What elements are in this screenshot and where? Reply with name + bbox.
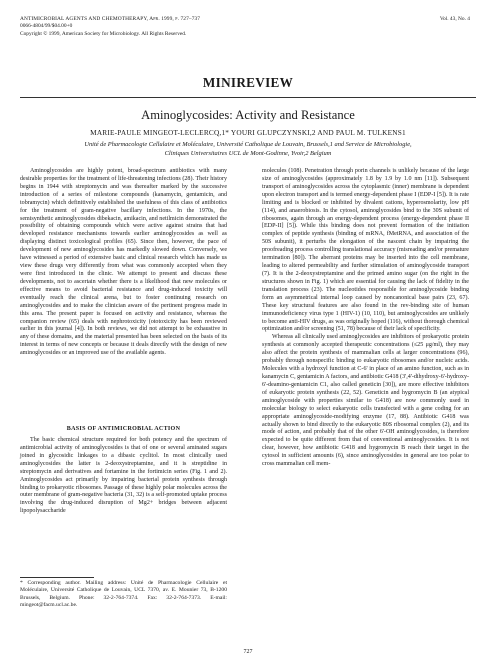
footnote-divider [20, 577, 94, 578]
left-column-section [20, 437, 227, 516]
volume-info: Vol. 43, No. 4 [439, 16, 470, 22]
journal-citation: ANTIMICROBIAL AGENTS AND CHEMOTHERAPY, Apr. 1999, p. 727–737 [20, 16, 201, 22]
left-column-intro [20, 168, 227, 358]
article-title: Aminoglycosides: Activity and Resistance [141, 108, 355, 122]
author-list: MARIE-PAULE MINGEOT-LECLERCQ,1* YOURI GLUPCZYNSKI,2 AND PAUL M. TULKENS1 [90, 128, 406, 137]
issn-line: 0066-4804/99/$04.00+0 [20, 23, 73, 30]
right-paragraph-2: Whereas all clinically used aminoglycosides are inhibitors of prokaryotic protein synthesis at commonly accepted therapeutic concentrations (≤25 μg/ml), they may also affect the protein synthesis of mammalian cells at larger concentrations (96), probably through nonspecific binding to eukaryotic ribosomes and/or nucleic acids. Molecules with a hydroxyl function at C-6' in place of an amino function, such as in kanamycin C, gentamicin A factors, and antibiotic G418 (3',4'-dihydroxy-6'-hydroxy-6'-deamino-gentamicin C1, also called geneticin [30]), are more effective inhibitors of eukaryotic protein synthesis (22, 52). Geneticin and hygromycin B (an atypical aminoglycoside with properties similar to G418) are now commonly used in molecular biology to select eukaryotic cells transfected with a gene coding for an appropriate aminoglycoside-modifying enzyme (17, 88). Antibiotic G418 was actually shown to bind directly to the eukaryotic 80S ribosomal complex (2), and its mode of action, and probably that of the other 6'-OH aminoglycosides, is therefore expected to be quite different from that of conventional aminoglycosides. It is not clear, however, how antibiotic G418 and hygromycin B reach their target in the cytosol in sufficient amounts (6), since aminoglycosides in general are too polar to cross mammalian cell mem- [262, 334, 469, 468]
intro-paragraph: Aminoglycosides are highly potent, broad-spectrum antibiotics with many desirable properties for the treatment of life-threatening infections (28). Their history begins in 1944 with streptomycin and was thereafter marked by the successive introduction of a series of milestone compounds (kanamycin, gentamicin, and tobramycin) which definitively established the usefulness of this class of antibiotics for the treatment of gram-negative bacillary infections. In the 1970s, the semisynthetic aminoglycosides dibekacin, amikacin, and netilmicin demonstrated the possibility of obtaining compounds which were active against strains that had developed resistance mechanisms towards earlier aminoglycosides as well as displaying distinct toxicological profiles (65). Since then, however, the pace of development of new aminoglycosides has markedly slowed down. Conversely, we have witnessed a period of extensive basic and clinical research which has made us view these drugs very differently from what was commonly accepted when they were first introduced in the clinic. We attempt to present and discuss these developments, not to ascertain whether there is a likelihood that new molecules or effective means to avoid bacterial resistance and drug-induced toxicity will eventually reach the clinical arena, but to foster continuing research on aminoglycosides and to make the clinician aware of the pertinent progress made in this area. The present paper is focused on activity and resistance, whereas the companion review (65) deals with nephrotoxicity (ototoxicity has been reviewed earlier in this journal [4]). In both reviews, we did not attempt to be exhaustive in any of these domains, and the material presented has been selected on the basis of its interest in terms of new concepts or because it deals directly with the design of new aminoglycosides or an improved use of the available agents. [20, 168, 227, 357]
right-paragraph-1: molecules (108). Penetration through porin channels is unlikely because of the large size of aminoglycosides (approximately 1.8 by 1.9 by 1.0 nm [11]). Subsequent transport of aminoglycosides across the cytoplasmic (inner) membrane is dependent upon electron transport and is termed energy-dependent phase I (EDP-I [5]). It is rate limiting and is blocked or inhibited by divalent cations, hyperosmolarity, low pH (114), and anaerobiosis. In the cytosol, aminoglycosides bind to the 30S subunit of ribosomes, again through an energy-dependent process (energy-dependent phase II [EDP-II] [5]). While this binding does not prevent formation of the initiation complex of peptide synthesis (binding of mRNA, fMetRNA, and association of the 50S subunit), it perturbs the elongation of the nascent chain by impairing the proofreading process controlling translational accuracy (misreading and/or premature termination [80]). The aberrant proteins may be inserted into the cell membrane, leading to altered permeability and further stimulation of aminoglycoside transport (7). It is the 2-deoxystreptamine and the primed amino sugar (on the right in the structures shown in Fig. 1) which are essential for causing the lack of fidelity in the translation process (23). The nucleotides responsible for aminoglycoside binding form an asymmetrical internal loop caused by noncanonical base pairs (23, 67). These key structural features are also found in the rev-binding site of human immunodeficiency virus type 1 (HIV-1) (10, 110), but aminoglycosides are unlikely to become anti-HIV drugs, as was originally hoped (116), without thorough chemical optimization and/or screening (51, 78) because of their lack of specificity. [262, 168, 469, 333]
author-affiliation: Unité de Pharmacologie Cellulaire et Moléculaire, Université Catholique de Louvain, Brussels,1 and Service de Microbiologie, Cliniques Universitaires UCL de Mont-Godinne, Yvoir,2 Belgium [84, 141, 412, 157]
article-type: MINIREVIEW [202, 75, 294, 90]
corresponding-author-footnote: * Corresponding author. Mailing address: Unité de Pharmacologie Cellulaire et Moléculaire, Université Catholique de Louvain, UCL 7370, av. E. Mounier 73, B-1200 Brussels, Belgium. Phone: 32-2-764-7374. Fax: 32-2-764-7373. E-mail: mingeot@facm.ucl.ac.be. [20, 580, 227, 608]
section-heading: BASIS OF ANTIMICROBIAL ACTION [66, 426, 181, 432]
right-column [262, 168, 469, 469]
page-number: 727 [243, 649, 253, 655]
running-header [20, 16, 200, 38]
section-paragraph: The basic chemical structure required for both potency and the spectrum of antimicrobial activity of aminoglycosides is that of one or several aminated sugars joined in glycosidic linkages to a dibasic cyclitol. In most clinically used aminoglycosides the latter is 2-deoxystreptamine, and it is streptidine in streptomycin and derivatives and fortamine in the fortimicin series (Fig. 1 and 2). Aminoglycosides act primarily by impairing bacterial protein synthesis through binding to prokaryotic ribosomes. Passage of these highly polar molecules across the outer membrane of gram-negative bacteria (31, 32) is a self-promoted uptake process involving the drug-induced disruption of Mg2+ bridges between adjacent lipopolysaccharide [20, 437, 227, 515]
header-divider [20, 97, 476, 98]
copyright-line: Copyright © 1999, American Society for Microbiology. All Rights Reserved. [20, 30, 187, 37]
